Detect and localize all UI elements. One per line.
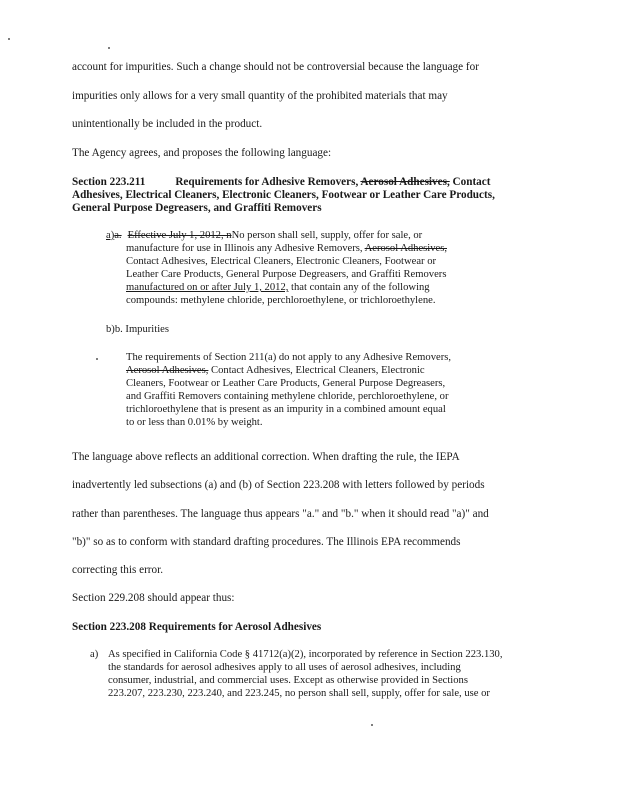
impurities-line2	[126, 364, 425, 377]
scan-speck	[96, 358, 98, 360]
section-211-heading-line2: Adhesives, Electrical Cleaners, Electronic Cleaners, Footwear or Leather Care Products,	[72, 189, 495, 201]
para-a-line1	[106, 229, 422, 242]
scan-speck	[8, 38, 10, 40]
impurities-line4: and Graffiti Removers containing methylene chloride, perchloroethylene, or	[126, 391, 449, 402]
section-title: Requirements for Adhesive Removers,	[175, 176, 361, 188]
struck-text: Aerosol Adhesives,	[364, 243, 447, 254]
section-211-heading-line3: General Purpose Degreasers, and Graffiti Removers	[72, 202, 322, 214]
para-a-line4: Leather Care Products, General Purpose Degreasers, and Graffiti Removers	[126, 269, 447, 280]
para-text: No person shall sell, supply, offer for sale, or	[231, 230, 423, 241]
sec208-a-line: consumer, industrial, and commercial uses. Except as otherwise provided in Sections	[108, 675, 468, 686]
struck-text: Aerosol Adhesives,	[360, 176, 450, 188]
sec208-a-line: the standards for aerosol adhesives apply to all uses of aerosol adhesives, including	[108, 662, 461, 673]
impurities-line6: to or less than 0.01% by weight.	[126, 417, 263, 428]
body-line: unintentionally be included in the product.	[72, 118, 263, 130]
body-line: rather than parentheses. The language thus appears "a." and "b." when it should read "a)" and	[72, 508, 489, 520]
sec208-a-line: 223.207, 223.230, 223.240, and 223.245, no person shall sell, supply, offer for sale, use or	[108, 688, 490, 699]
sec208-a-label: a)	[90, 649, 99, 660]
body-line: The language above reflects an additional correction. When drafting the rule, the IEPA	[72, 451, 460, 463]
para-b-label: b)b. Impurities	[106, 324, 169, 335]
impurities-line3: Cleaners, Footwear or Leather Care Products, General Purpose Degreasers,	[126, 378, 446, 389]
para-a-line6: compounds: methylene chloride, perchloroethylene, or trichloroethylene.	[126, 295, 436, 306]
section-title-cont: Contact	[449, 176, 491, 188]
body-line: inadvertently led subsections (a) and (b) of Section 223.208 with letters followed by periods	[72, 479, 485, 491]
struck-text: Effective July 1, 2012, n	[127, 230, 232, 241]
para-a-line3: Contact Adhesives, Electrical Cleaners, Electronic Cleaners, Footwear or	[126, 256, 437, 267]
para-text: Contact Adhesives, Electrical Cleaners, Electronic	[208, 365, 425, 376]
section-208-heading: Section 223.208 Requirements for Aerosol Adhesives	[72, 621, 322, 633]
sec208-a-line: As specified in California Code § 41712(a)(2), incorporated by reference in Section 223.130,	[108, 649, 503, 660]
para-a-line2	[126, 242, 447, 255]
body-line: impurities only allows for a very small quantity of the prohibited materials that may	[72, 90, 448, 102]
scan-speck	[371, 724, 373, 726]
para-text: manufacture for use in Illinois any Adhesive Removers,	[126, 243, 365, 254]
label-old: a.	[114, 230, 122, 241]
label-new: a)	[106, 230, 115, 241]
impurities-line1: The requirements of Section 211(a) do not apply to any Adhesive Removers,	[126, 352, 451, 363]
para-text: that contain any of the following	[288, 282, 430, 293]
section-211-heading	[72, 175, 490, 189]
impurities-line5: trichloroethylene that is present as an impurity in a combined amount equal	[126, 404, 446, 415]
para-a-line5	[126, 281, 430, 294]
inserted-text: manufactured on or after July 1, 2012,	[126, 282, 289, 293]
body-line: correcting this error.	[72, 564, 164, 576]
body-line: "b)" so as to conform with standard drafting procedures. The Illinois EPA recommends	[72, 536, 461, 548]
body-line: account for impurities. Such a change should not be controversial because the language for	[72, 61, 479, 73]
section-number: Section 223.211	[72, 176, 146, 188]
struck-text: Aerosol Adhesives,	[126, 365, 209, 376]
body-line: Section 229.208 should appear thus:	[72, 592, 235, 604]
body-line: The Agency agrees, and proposes the following language:	[72, 147, 332, 159]
scan-speck	[108, 47, 110, 49]
